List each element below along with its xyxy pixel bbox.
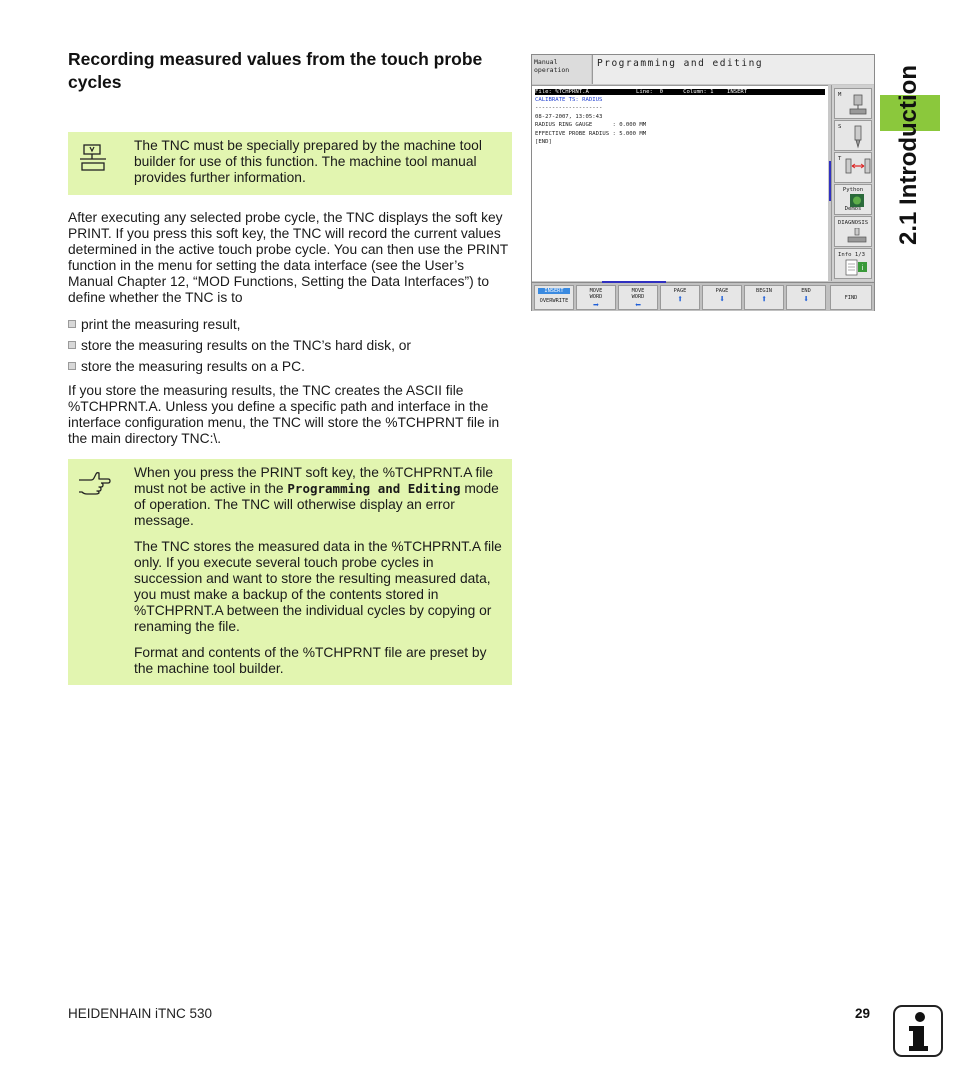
- machine-note-box: [68, 132, 512, 195]
- info-icon: [893, 1005, 943, 1057]
- arrow-down-icon: ⬇: [718, 294, 726, 305]
- machine-axis-icon: [849, 93, 867, 117]
- programming-mode-label: Programming and editing: [592, 55, 874, 84]
- editor-line: [END]: [535, 139, 552, 146]
- arrow-down-icon: ⬇: [802, 294, 810, 305]
- editor-line: 08-27-2007, 13:05:43: [535, 113, 603, 120]
- softkey-s[interactable]: S: [834, 120, 872, 151]
- bullet-square-icon: [68, 362, 76, 370]
- editor-line: EFFECTIVE PROBE RADIUS : 5.000 MM: [535, 130, 647, 137]
- softkey-page-down[interactable]: PAGE ⬇: [702, 285, 742, 310]
- pointing-hand-icon: [77, 471, 111, 500]
- arrow-up-icon: ⬆: [760, 294, 768, 305]
- softkey-python-demos[interactable]: Python Demos: [834, 184, 872, 215]
- editor-screen: [532, 85, 828, 281]
- spindle-icon: [851, 125, 865, 149]
- machine-mode-label: [532, 55, 591, 84]
- page-number: 29: [855, 1006, 871, 1021]
- softkey-find[interactable]: FIND: [830, 285, 872, 310]
- arrow-up-icon: ⬆: [676, 294, 684, 305]
- list-item: store the measuring results on a PC.: [68, 359, 510, 380]
- body-paragraph-2: If you store the measuring results, the TNC creates the ASCII file %TCHPRNT.A. Unless you define a specific path and interface in the interface configuration menu, the TNC will store the %TCHPRNT file in the main directory TNC:\.: [68, 383, 500, 446]
- softkey-move-word-right[interactable]: MOVE WORD ➡: [576, 285, 616, 310]
- info-document-icon: [845, 259, 869, 277]
- diagnosis-icon: [847, 228, 867, 244]
- body-paragraph-1: After executing any selected probe cycle, the TNC displays the soft key PRINT. If you press this soft key, the TNC will record the current values determined in the active touch probe cycle. You can then use the PRINT function in the menu for setting the data interface (see the User’s Manual Chapter 12, “MOD Functions, Setting the Data Interfaces”) to define whether the TNC is to: [68, 210, 508, 305]
- hint-paragraph-1: When you press the PRINT soft key, the %TCHPRNT.A file must not be active in the Programming and Editing mode of operation. The TNC will otherwise display an error message.: [134, 465, 499, 528]
- softkey-end[interactable]: END ⬇: [786, 285, 826, 310]
- softkey-m[interactable]: M: [834, 88, 872, 119]
- softkey-page-indicator: [602, 281, 666, 283]
- softkey-insert-overwrite[interactable]: INSERT OVERWRITE: [534, 285, 574, 310]
- hint-paragraph-2: The TNC stores the measured data in the %TCHPRNT.A file only. If you execute several touch probe cycles in succession and want to store the resulting measured data, you must make a backup of the contents stored in %TCHPRNT.A between the individual cycles by copying or renaming the file.: [134, 539, 502, 634]
- hint-note-text: [134, 465, 502, 687]
- bullet-list: [68, 317, 510, 380]
- editor-line: --------------------: [535, 105, 603, 112]
- editor-line: CALIBRATE TS: RADIUS: [535, 97, 603, 103]
- softkey-begin[interactable]: BEGIN ⬆: [744, 285, 784, 310]
- softkey-move-word-left[interactable]: MOVE WORD ⬅: [618, 285, 658, 310]
- softkey-info[interactable]: Info 1/3 i: [834, 248, 872, 279]
- hint-paragraph-3: Format and contents of the %TCHPRNT file are preset by the machine tool builder.: [134, 645, 487, 676]
- page-heading: Recording measured values from the touch probe cycles: [68, 49, 483, 92]
- list-item: store the measuring results on the TNC’s hard disk, or: [68, 338, 510, 359]
- softkey-page-up[interactable]: PAGE ⬆: [660, 285, 700, 310]
- editor-line: RADIUS RING GAUGE : 0.000 MM: [535, 122, 647, 129]
- machine-note-text: The TNC must be specially prepared by the machine tool builder for use of this function. The machine tool manual provides further information.: [134, 138, 482, 185]
- section-tab-title: 2.1 Introduction: [895, 65, 922, 245]
- machine-mode-line-1: Manual: [534, 58, 558, 66]
- hint-note-box: [68, 459, 512, 685]
- tnc-screenshot: [531, 54, 875, 311]
- side-softkey-column: [831, 85, 874, 281]
- footer-product-name: HEIDENHAIN iTNC 530: [68, 1006, 213, 1021]
- machine-mode-line-2: operation: [534, 66, 570, 74]
- arrow-left-icon: ⬅: [634, 300, 642, 311]
- list-item: print the measuring result,: [68, 317, 510, 338]
- editor-status-line: File: %TCHPRNT.A Line: 0 Column: 1 INSERT: [535, 89, 825, 95]
- softkey-diagnosis[interactable]: DIAGNOSIS: [834, 216, 872, 247]
- mode-name: Programming and Editing: [287, 481, 461, 496]
- svg-text:i: i: [861, 265, 864, 272]
- bullet-square-icon: [68, 341, 76, 349]
- machine-icon: [77, 144, 109, 177]
- softkey-t[interactable]: T: [834, 152, 872, 183]
- bullet-square-icon: [68, 320, 76, 328]
- arrow-right-icon: ➡: [592, 300, 600, 311]
- tool-length-icon: [843, 157, 873, 181]
- softkey-row: [532, 282, 874, 311]
